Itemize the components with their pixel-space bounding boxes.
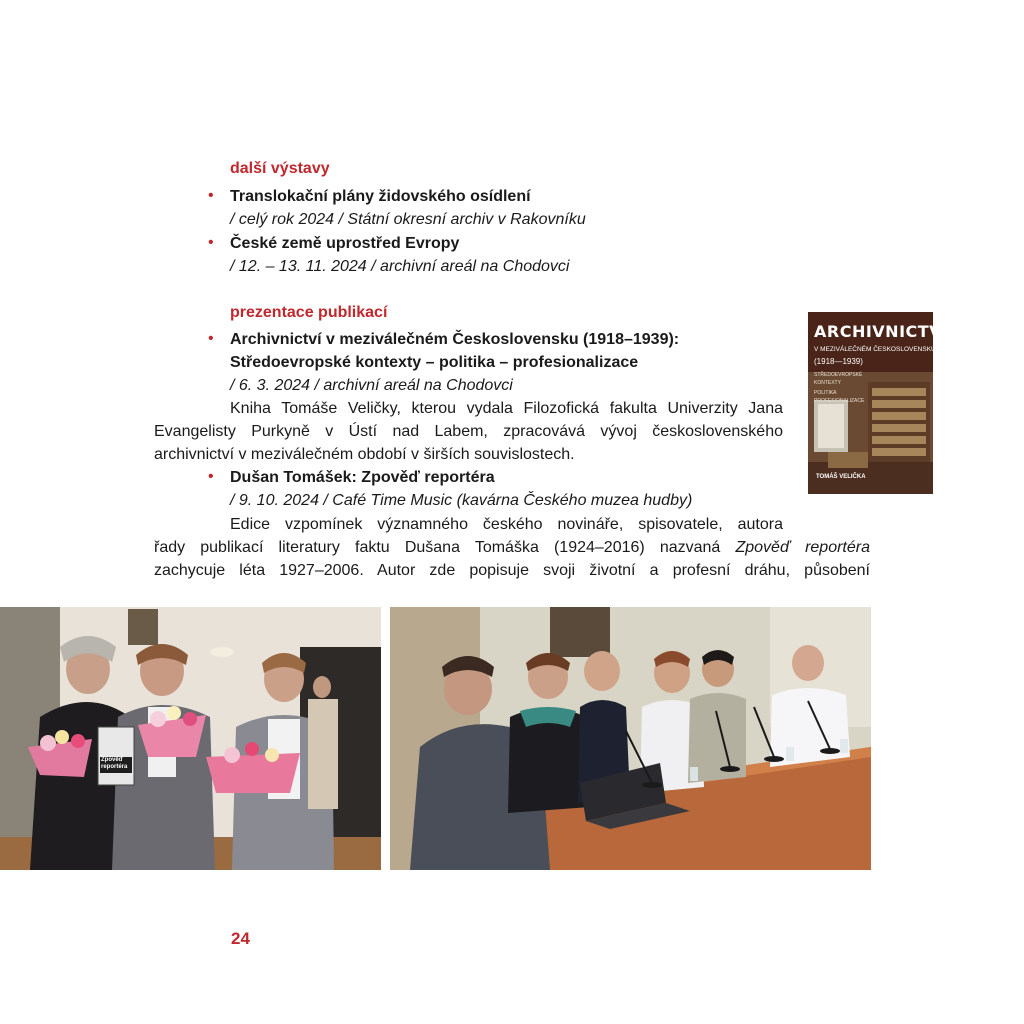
photo-book-launch [0, 607, 381, 870]
book-cover-subtitle-1: V MEZIVÁLEČNÉM ČESKOSLOVENSKU [814, 346, 936, 353]
publication-desc-1-line-3: archivnictví v meziválečném období v širších souvislostech. [154, 446, 575, 463]
photo-panel-discussion-scene [390, 607, 871, 870]
book-cover-subtitle-2: (1918—1939) [814, 357, 863, 366]
publication-title-2: Dušan Tomášek: Zpověď reportéra [230, 469, 495, 486]
publication-desc-2-line-2 [154, 536, 870, 559]
publication-desc-2-line-2-title: Zpověď reportéra [735, 539, 870, 556]
page-number: 24 [231, 929, 250, 948]
exhibition-title-1: Translokační plány židovského osídlení [230, 188, 531, 205]
publication-desc-2-line-3: zachycuje léta 1927–2006. Autor zde popisuje svoji životní a profesní dráhu, působení [154, 562, 870, 579]
exhibitions-heading: další výstavy [230, 160, 330, 177]
book-cover-title: ARCHIVNICTVÍ [814, 322, 949, 341]
bullet-icon: • [208, 468, 214, 485]
book-cover-line-b: KONTEXTY [814, 380, 841, 386]
exhibition-title-2: České země uprostřed Evropy [230, 235, 460, 252]
bullet-icon: • [208, 330, 214, 347]
book-cover-line-a: STŘEDOEVROPSKÉ [814, 372, 863, 378]
book-cover-author: TOMÁŠ VELIČKA [816, 474, 866, 480]
photo-book-label-1: Zpověď [101, 757, 123, 763]
publications-heading: prezentace publikací [230, 304, 388, 321]
photo-book-launch-scene [0, 607, 381, 870]
bullet-icon: • [208, 234, 214, 251]
photo-book-label-2: reportéra [101, 764, 128, 770]
exhibition-details-2: / 12. – 13. 11. 2024 / archivní areál na Chodovci [230, 258, 570, 275]
book-cover-line-d: PROFESIONALIZACE [814, 398, 865, 404]
photo-book-label [101, 757, 127, 771]
book-cover-line-c: POLITIKA [814, 390, 837, 396]
publication-desc-2-line-1: Edice vzpomínek významného českého novináře, spisovatele, autora [230, 516, 783, 533]
photo-panel-discussion [390, 607, 871, 870]
publication-desc-1-line-1: Kniha Tomáše Veličky, kterou vydala Filozofická fakulta Univerzity Jana [230, 400, 783, 417]
publication-desc-1-line-2: Evangelisty Purkyně v Ústí nad Labem, zpracovává vývoj československého [154, 423, 783, 440]
publication-details-2: / 9. 10. 2024 / Café Time Music (kavárna Českého muzea hudby) [230, 492, 693, 509]
publication-desc-2-line-2-text: řady publikací literatury faktu Dušana Tomáška (1924–2016) nazvaná [154, 539, 736, 556]
publication-details-1: / 6. 3. 2024 / archivní areál na Chodovci [230, 377, 513, 394]
publication-title-1-line-1: Archivnictví v meziválečném Československu (1918–1939): [230, 331, 680, 348]
bullet-icon: • [208, 187, 214, 204]
book-cover [808, 312, 949, 494]
publication-title-1-line-2: Středoevropské kontexty – politika – profesionalizace [230, 354, 639, 371]
exhibition-details-1: / celý rok 2024 / Státní okresní archiv v Rakovníku [230, 211, 586, 228]
